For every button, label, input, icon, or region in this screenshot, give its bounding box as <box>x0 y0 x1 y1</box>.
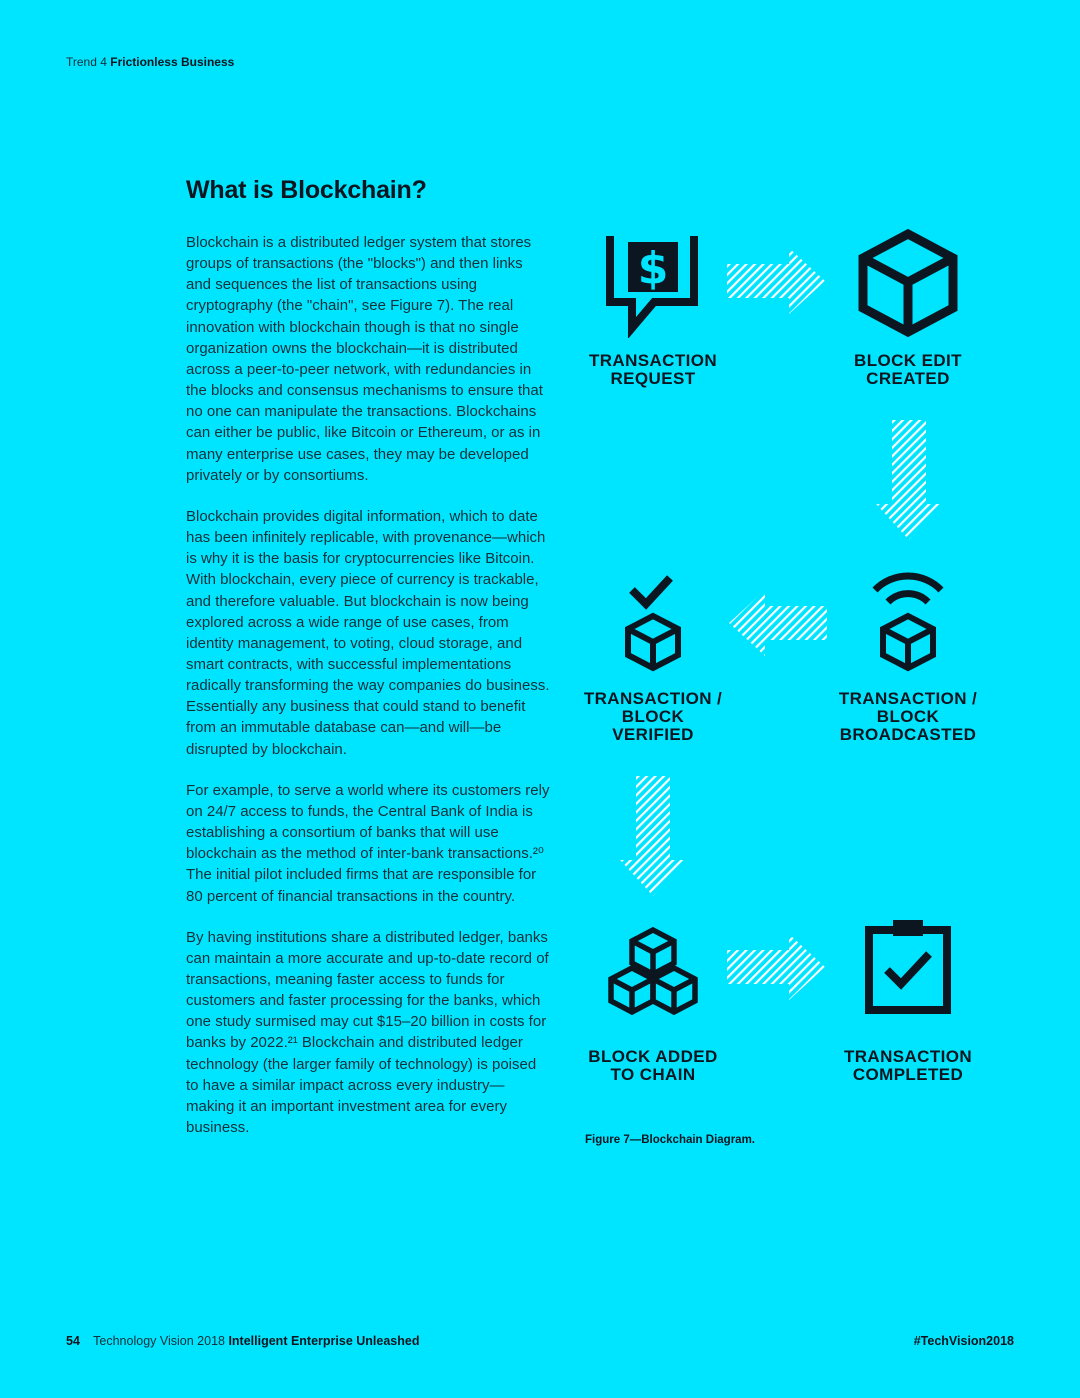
paragraph-1: Blockchain is a distributed ledger system that stores groups of transactions (the "blocks") and then links and sequences the list of transactions using cryptography (the "chain", see Figure 7). The real innovation with blockchain though is that no single organization owns the blockchain—it is distributed across a peer-to-peer network, with redundancies in the blocks and consensus mechanisms to ensure that no one can manipulate the transactions. Blockchains can either be public, like Bitcoin or Ethereum, or as in many enterprise use cases, they may be developed privately or by consortiums. <box>186 234 543 484</box>
paragraph-4: By having institutions share a distributed ledger, banks can maintain a more accurate and up-to-date record of transactions, meaning faster access to funds for customers and faster processing for the banks, which one study surmised may cut $15–20 billion in costs for banks by 2022.²¹ Blockchain and distributed ledger technology (the larger family of technology) is poised to have a similar impact across every industry—making it an important investment area for every business. <box>186 928 549 1137</box>
step-label: TRANSACTION / BLOCK BROADCASTED <box>838 689 978 744</box>
arrow-down-2 <box>620 776 686 898</box>
step-label: BLOCK EDIT CREATED <box>854 351 962 388</box>
step-label: BLOCK ADDED TO CHAIN <box>588 1047 718 1084</box>
money-speech-bubble-icon <box>598 228 708 338</box>
publication-tagline: Intelligent Enterprise Unleashed <box>228 1334 420 1348</box>
running-head <box>66 55 234 69</box>
step-transaction-verified <box>563 568 743 744</box>
section-label: Frictionless Business <box>110 55 235 69</box>
page-number: 54 <box>66 1334 80 1348</box>
publication-name: Technology Vision 2018 <box>93 1334 225 1348</box>
step-block-edit-created <box>818 228 998 388</box>
paragraph-3: For example, to serve a world where its customers rely on 24/7 access to funds, the Central Bank of India is establishing a consortium of banks that will use blockchain as the method of inter-bank transactions.²⁰ The initial pilot included firms that are responsible for 80 percent of financial transactions in the country. <box>186 781 550 905</box>
svg-text:$: $ <box>637 243 669 294</box>
article-title: What is Blockchain? <box>186 176 427 204</box>
arrow-left <box>727 590 827 656</box>
arrow-right-2 <box>727 934 827 1000</box>
footer-hashtag: #TechVision2018 <box>913 1334 1014 1348</box>
stacked-cubes-icon <box>598 918 708 1028</box>
step-label: TRANSACTION / BLOCK VERIFIED <box>583 689 723 744</box>
broadcast-cube-icon <box>853 568 963 678</box>
cube-icon <box>853 228 963 338</box>
footer-left <box>66 1334 419 1348</box>
arrow-right-1 <box>727 248 827 314</box>
step-block-added <box>563 918 743 1084</box>
checkmark-cube-icon <box>598 568 708 678</box>
figure-caption: Figure 7—Blockchain Diagram. <box>585 1134 755 1146</box>
paragraph-2: Blockchain provides digital information, which to date has been infinitely replicable, with provenance—which is why it is the basis for cryptocurrencies like Bitcoin. With blockchain, every piece of currency is trackable, and therefore valuable. But blockchain is now being explored across a wide range of use cases, from identity management, to voting, cloud storage, and smart contracts, with successful implementations radically transforming the way companies do business. Essentially any business that could stand to benefit from an immutable database can—and will—be disrupted by blockchain. <box>186 507 550 758</box>
step-label: TRANSACTION COMPLETED <box>843 1047 973 1084</box>
step-transaction-completed <box>818 918 998 1084</box>
step-label: TRANSACTION REQUEST <box>588 351 718 388</box>
step-transaction-request <box>563 228 743 388</box>
step-transaction-broadcasted <box>818 568 998 744</box>
arrow-down-1 <box>876 420 942 542</box>
clipboard-check-icon <box>853 918 963 1028</box>
trend-label: Trend 4 <box>66 55 107 69</box>
article-body <box>186 232 550 1158</box>
